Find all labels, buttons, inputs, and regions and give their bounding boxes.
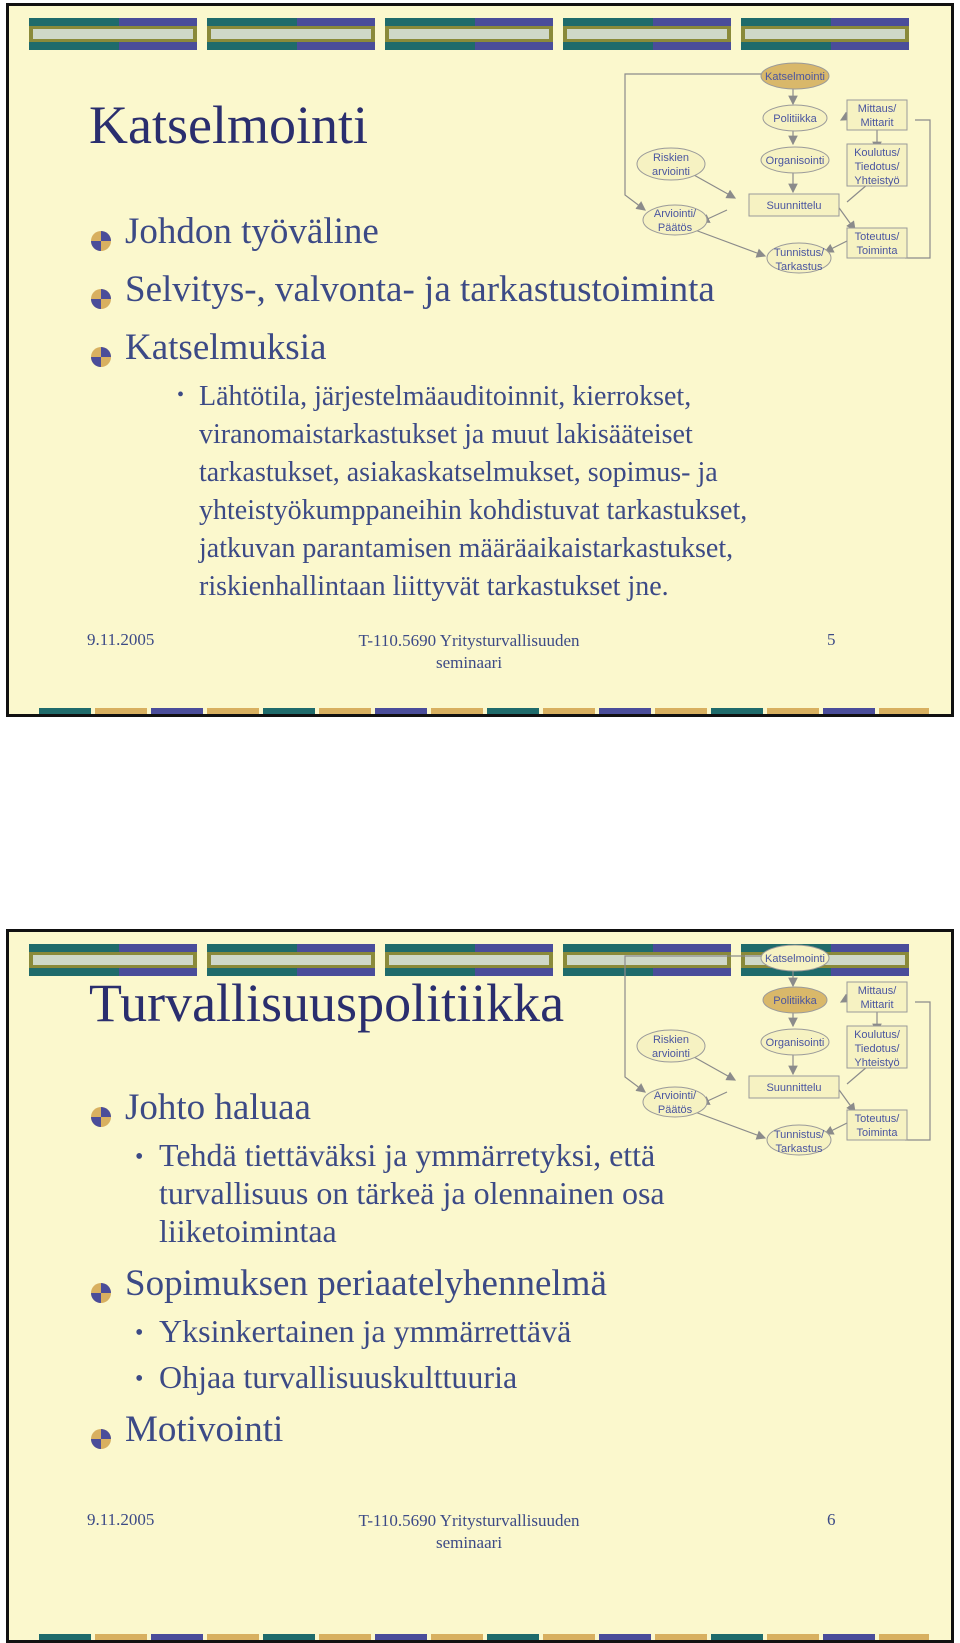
svg-text:Katselmointi: Katselmointi <box>765 953 825 965</box>
svg-text:Tiedotus/: Tiedotus/ <box>854 161 900 173</box>
bullet-motivointi: Motivointi <box>89 1408 283 1451</box>
sub-bullet-katselmukset: Lähtötila, järjestelmäauditoinnit, kierrokset, viranomaistarkastukset ja muut lakisääteiset tarkastukset, asiakaskatselmukset, sopimus- ja yhteistyökumppaneihin kohdistuvat tarkastukset, jatkuvan parantamisen määräaikaistarkastukset, riskienhallintaan liittyvät tarkastukset jne. <box>199 381 748 602</box>
slide-5 <box>6 3 954 717</box>
svg-text:Mittarit: Mittarit <box>860 117 894 129</box>
svg-text:Tarkastus: Tarkastus <box>775 261 823 273</box>
footer-date: 9.11.2005 <box>87 630 155 649</box>
svg-text:Politiikka: Politiikka <box>773 995 817 1007</box>
sub-bullet-dot: • <box>135 1366 144 1392</box>
bullet-icon <box>89 1272 113 1296</box>
svg-text:Toteutus/: Toteutus/ <box>854 231 900 243</box>
svg-text:Mittaus/: Mittaus/ <box>857 985 897 997</box>
svg-text:arviointi: arviointi <box>652 1048 690 1060</box>
svg-text:Toiminta: Toiminta <box>856 245 898 257</box>
footer-page-number: 6 <box>827 1510 836 1529</box>
svg-text:Päätös: Päätös <box>657 1104 693 1116</box>
sub-bullet-tehda: Tehdä tiettäväksi ja ymmärretyksi, että turvallisuus on tärkeä ja olennainen osa liiketoimintaa <box>159 1137 665 1249</box>
svg-text:Tiedotus/: Tiedotus/ <box>854 1043 900 1055</box>
svg-text:Toteutus/: Toteutus/ <box>854 1113 900 1125</box>
slide-title: Turvallisuuspolitiikka <box>89 973 565 1033</box>
bullet-johdon-tyovaline: Johdon työväline <box>89 210 379 253</box>
bullet-icon <box>89 1096 113 1120</box>
footer-decoration <box>39 708 929 714</box>
sub-bullet-yksinkertainen: Yksinkertainen ja ymmärrettävä <box>159 1313 572 1349</box>
svg-text:Politiikka: Politiikka <box>773 113 817 125</box>
footer-page-number: 5 <box>827 630 836 649</box>
svg-text:Riskien: Riskien <box>652 1034 690 1046</box>
bullet-johto-haluaa: Johto haluaa <box>89 1086 311 1129</box>
svg-text:Koulutus/: Koulutus/ <box>854 1029 900 1041</box>
svg-text:Mittarit: Mittarit <box>860 999 894 1011</box>
bullet-sopimus: Sopimuksen periaatelyhennelmä <box>89 1262 607 1305</box>
svg-text:Riskien: Riskien <box>652 152 690 164</box>
bullet-icon <box>89 220 113 244</box>
footer-course: T-110.5690 Yritysturvallisuuden seminaari <box>358 631 580 672</box>
svg-text:Organisointi: Organisointi <box>765 155 825 167</box>
svg-text:Yhteistyö: Yhteistyö <box>854 175 900 187</box>
bullet-icon <box>89 1418 113 1442</box>
footer-decoration <box>39 1634 929 1640</box>
svg-text:Organisointi: Organisointi <box>765 1037 825 1049</box>
svg-text:Arviointi/: Arviointi/ <box>653 208 697 220</box>
svg-text:Tunnistus/: Tunnistus/ <box>773 1129 825 1141</box>
svg-text:Tarkastus: Tarkastus <box>775 1143 823 1155</box>
slide-6 <box>6 929 954 1643</box>
footer-date: 9.11.2005 <box>87 1510 155 1529</box>
svg-text:Päätös: Päätös <box>657 222 693 234</box>
svg-text:arviointi: arviointi <box>652 166 690 178</box>
slide-title: Katselmointi <box>89 95 368 155</box>
sub-bullet-dot: • <box>177 384 185 406</box>
sub-bullet-dot: • <box>135 1320 144 1346</box>
svg-text:Yhteistyö: Yhteistyö <box>854 1057 900 1069</box>
header-decoration <box>29 18 919 50</box>
bullet-selvitys: Selvitys-, valvonta- ja tarkastustoiminta <box>89 268 715 311</box>
svg-text:Suunnittelu: Suunnittelu <box>766 200 822 212</box>
svg-text:Toiminta: Toiminta <box>856 1127 898 1139</box>
svg-text:Katselmointi: Katselmointi <box>765 71 825 83</box>
footer-course: T-110.5690 Yritysturvallisuuden seminaari <box>358 1511 580 1552</box>
sub-bullet-dot: • <box>135 1144 144 1170</box>
sub-bullet-ohjaa: Ohjaa turvallisuuskulttuuria <box>159 1359 518 1395</box>
management-cycle-diagram <box>615 60 935 290</box>
svg-text:Koulutus/: Koulutus/ <box>854 147 900 159</box>
bullet-katselmuksia: Katselmuksia <box>89 326 326 369</box>
bullet-icon <box>89 278 113 302</box>
svg-text:Tunnistus/: Tunnistus/ <box>773 247 825 259</box>
bullet-icon <box>89 336 113 360</box>
svg-text:Arviointi/: Arviointi/ <box>653 1090 697 1102</box>
svg-text:Mittaus/: Mittaus/ <box>857 103 897 115</box>
svg-text:Suunnittelu: Suunnittelu <box>766 1082 822 1094</box>
